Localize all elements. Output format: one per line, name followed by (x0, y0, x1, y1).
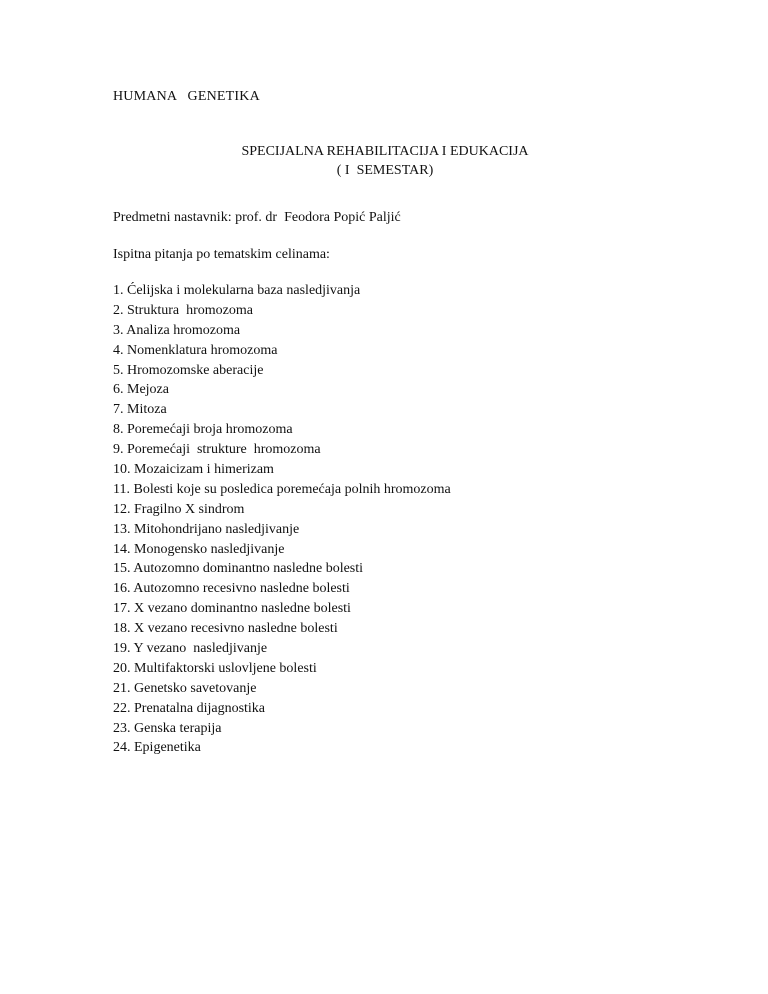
question-item: 23. Genska terapija (113, 720, 222, 736)
document-title: HUMANA GENETIKA (113, 89, 260, 104)
question-item: 7. Mitoza (113, 402, 167, 418)
question-item: 21. Genetsko savetovanje (113, 680, 257, 696)
question-item: 12. Fragilno X sindrom (113, 501, 245, 517)
question-item: 1. Ćelijska i molekularna baza nasledjivanja (113, 283, 361, 298)
question-item: 22. Prenatalna dijagnostika (113, 700, 266, 716)
question-item: 10. Mozaicizam i himerizam (113, 462, 274, 478)
question-item: 2. Struktura hromozoma (113, 302, 253, 318)
question-item: 9. Poremećaji strukture hromozoma (113, 442, 321, 458)
question-item: 15. Autozomno dominantno nasledne bolesti (113, 561, 364, 577)
question-item: 6. Mejoza (113, 382, 169, 398)
question-item: 3. Analiza hromozoma (113, 322, 241, 338)
question-item: 14. Monogensko nasledjivanje (113, 541, 285, 557)
question-item: 17. X vezano dominantno nasledne bolesti (113, 601, 351, 617)
question-item: 13. Mitohondrijano nasledjivanje (113, 521, 300, 537)
program-name: SPECIJALNA REHABILITACIJA I EDUKACIJA (241, 144, 529, 159)
question-item: 4. Nomenklatura hromozoma (113, 342, 278, 358)
question-item: 24. Epigenetika (113, 740, 201, 756)
question-item: 11. Bolesti koje su posledica poremećaja polnih hromozoma (113, 481, 451, 497)
questions-heading: Ispitna pitanja po tematskim celinama: (113, 247, 330, 262)
question-item: 19. Y vezano nasledjivanje (113, 641, 268, 657)
question-item: 5. Hromozomske aberacije (113, 362, 264, 378)
semester-label: ( I SEMESTAR) (336, 163, 434, 178)
teacher-line: Predmetni nastavnik: prof. dr Feodora Popić Paljić (113, 210, 401, 225)
question-item: 20. Multifaktorski uslovljene bolesti (113, 660, 317, 676)
question-list (113, 281, 451, 758)
course-subtitle (200, 142, 570, 180)
question-item: 8. Poremećaji broja hromozoma (113, 422, 293, 438)
question-item: 18. X vezano recesivno nasledne bolesti (113, 621, 338, 637)
question-item: 16. Autozomno recesivno nasledne bolesti (113, 581, 350, 597)
